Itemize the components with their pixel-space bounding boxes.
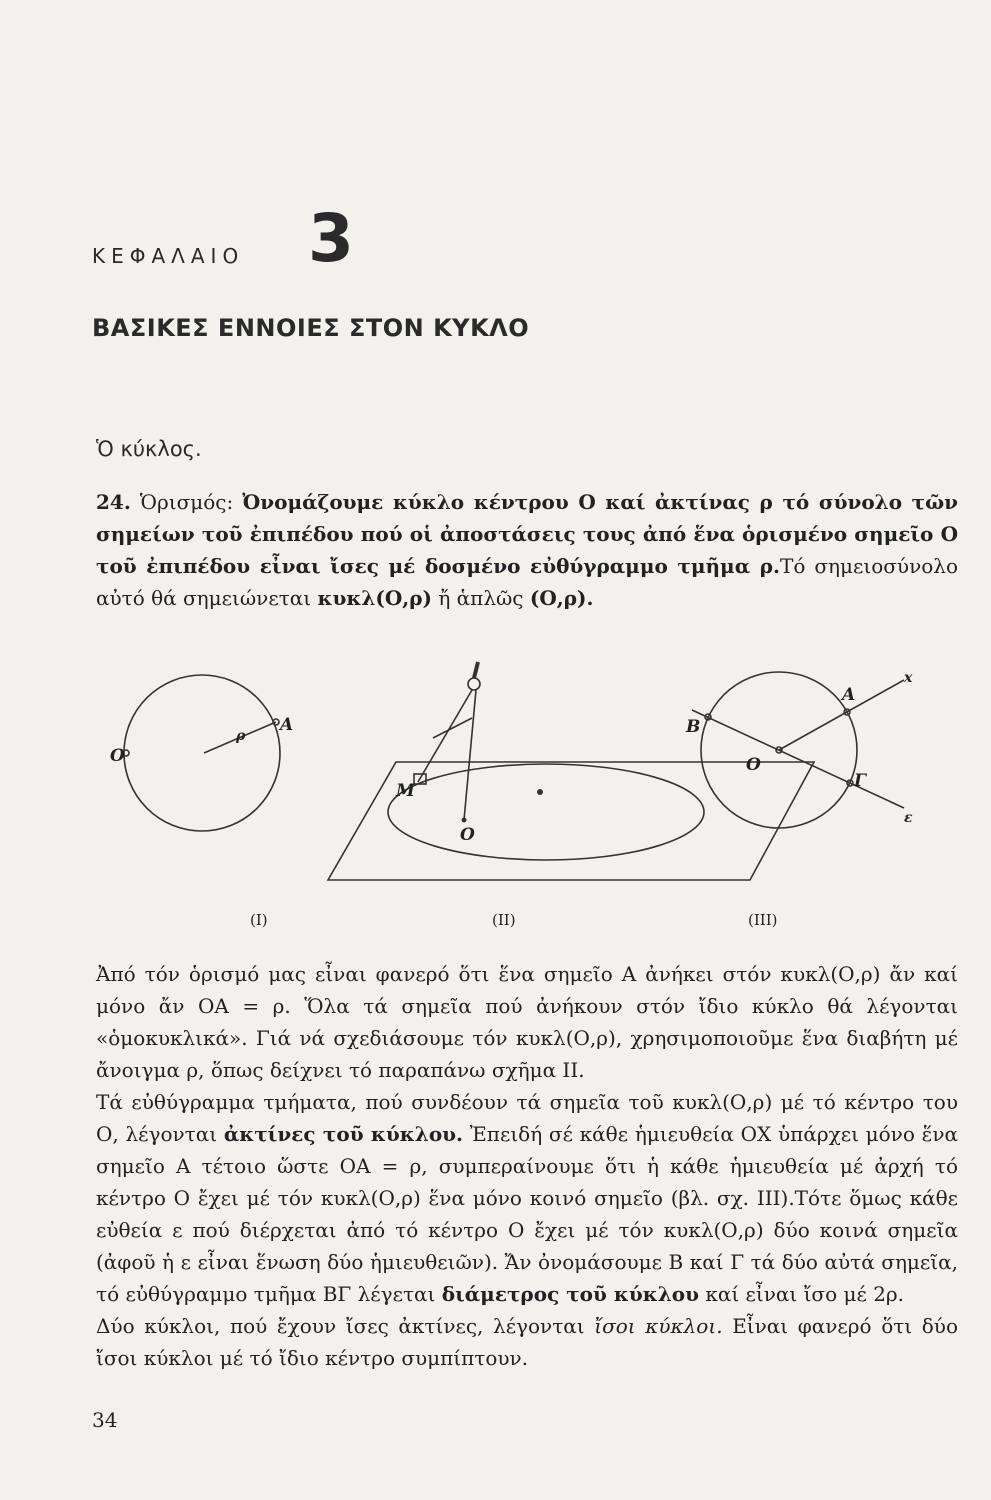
caption-figure-2: (II) xyxy=(492,911,516,929)
definition-bold-text: Ὀνομάζουμε κύκλο κέντρου Ο καί ἀκτίνας ρ τό σύνολο τῶν σημείων τοῦ ἐπιπέδου πού οἱ ἀποστάσεις τους ἀπό ἕνα ὁρισμένο σημεῖο Ο τοῦ ἐπιπέδου εἶναι ἴσες μέ δοσμένο εὐθύγραμμο τμῆμα ρ. xyxy=(96,490,959,578)
fig3-label-gamma: Γ xyxy=(854,771,867,791)
definition-number: 24. xyxy=(96,490,131,514)
term-equal-circles: ἴσοι κύκλοι. xyxy=(594,1314,723,1338)
paragraph-2 xyxy=(96,1086,958,1310)
paragraph-1: Ἀπό τόν ὁρισμό μας εἶναι φανερό ὅτι ἕνα σημεῖο Α ἀνήκει στόν κυκλ(Ο,ρ) ἄν καί μόνο ἄν ΟΑ = ρ. Ὅλα τά σημεῖα πού ἀνήκουν στόν ἴδιο κύκλο θά λέγονται «ὁμοκυκλικά». Γιά νά σχεδιάσουμε τόν κυκλ(Ο,ρ), χρησιμοποιοῦμε ἕνα διαβήτη μέ ἄνοιγμα ρ, ὅπως δείχνει τό παραπάνω σχῆμα ΙΙ. xyxy=(96,962,958,1082)
fig1-label-a: A xyxy=(280,715,294,735)
chapter-title: ΒΑΣΙΚΕΣ ΕΝΝΟΙΕΣ ΣΤΟΝ ΚΥΚΛΟ xyxy=(92,314,530,342)
fig3-label-o: O xyxy=(746,755,761,775)
fig2-plane xyxy=(328,762,814,880)
fig3-label-x: x xyxy=(904,670,913,686)
paragraph-2-part-e: καί εἶναι ἴσο μέ 2ρ. xyxy=(705,1282,905,1306)
fig2-label-m: M xyxy=(396,781,415,801)
fig2-compass-leg-2 xyxy=(464,690,476,820)
fig3-line-epsilon xyxy=(692,710,904,808)
paragraph-2-part-a: Τά εὐθύγραμμα τμήματα, πού συνδέουν τά σημεῖα τοῦ κυκλ(Ο,ρ) μέ τό κέντρο του Ο, λέγονται xyxy=(96,1090,958,1146)
fig2-label-o: O xyxy=(460,825,475,845)
definition-notation-1: κυκλ(Ο,ρ) xyxy=(317,586,432,610)
fig1-label-rho: ρ xyxy=(236,728,246,744)
caption-figure-3: (III) xyxy=(748,911,778,929)
definition-label: Ὁρισμός: xyxy=(139,490,234,514)
fig2-point-mark xyxy=(537,789,543,795)
fig2-compass-leg-1 xyxy=(418,690,472,782)
paragraph-3-part-a: Δύο κύκλοι, πού ἔχουν ἴσες ἀκτίνες, λέγονται xyxy=(96,1314,585,1338)
fig2-compass-handle xyxy=(474,662,478,678)
definition-paragraph xyxy=(96,486,958,614)
page-number: 34 xyxy=(92,1408,118,1432)
fig3-label-b: B xyxy=(686,717,701,737)
section-heading: Ὁ κύκλος. xyxy=(96,437,202,461)
fig3-label-epsilon: ε xyxy=(904,810,913,826)
fig3-label-a: A xyxy=(842,685,856,705)
fig2-compass-hinge xyxy=(468,678,480,690)
paragraph-3-part-c: Εἶναι φανερό ὅτι δύο ἴσοι κύκλοι μέ τό ἴδιο κέντρο συμπίπτουν. xyxy=(96,1314,959,1370)
chapter-label: ΚΕΦΑΛΑΙΟ xyxy=(92,244,245,268)
fig2-center-point xyxy=(462,818,467,823)
caption-figure-1: (I) xyxy=(250,911,268,929)
definition-text-after: Τό σημειοσύνολο αὐτό θά σημειώνεται xyxy=(96,554,958,610)
term-diameter: διάμετρος τοῦ κύκλου xyxy=(441,1282,699,1306)
fig1-circle xyxy=(124,675,280,831)
chapter-number: 3 xyxy=(308,200,354,277)
fig2-drawn-circle xyxy=(388,764,704,860)
term-radii: ἀκτίνες τοῦ κύκλου. xyxy=(223,1122,463,1146)
fig1-label-o: O xyxy=(110,746,125,766)
paragraph-2-part-c: Ἐπειδή σέ κάθε ἡμιευθεία ΟΧ ὑπάρχει μόνο ἕνα σημεῖο Α τέτοιο ὥστε ΟΑ = ρ, συμπεραίνουμε ὅτι ἡ κάθε ἡμιευθεία μέ ἀρχή τό κέντρο Ο ἔχει μέ τόν κυκλ(Ο,ρ) ἕνα μόνο κοινό σημεῖο (βλ. σχ. ΙΙΙ).Τότε ὅμως κάθε εὐθεία ε πού διέρχεται ἀπό τό κέντρο Ο ἔχει μέ τόν κυκλ(Ο,ρ) δύο κοινά σημεῖα (ἀφοῦ ἡ ε εἶναι ἕνωση δύο ἡμιευθειῶν). Ἄν ὀνομάσουμε Β καί Γ τά δύο αὐτά σημεῖα, τό εὐθύγραμμο τμῆμα ΒΓ λέγεται xyxy=(96,1122,959,1306)
paragraph-3 xyxy=(96,1310,958,1374)
definition-or-word: ἤ ἁπλῶς xyxy=(438,586,524,610)
circle-figures xyxy=(96,650,926,940)
fig2-compass-arm xyxy=(433,718,472,738)
definition-notation-2: (Ο,ρ). xyxy=(529,586,594,610)
